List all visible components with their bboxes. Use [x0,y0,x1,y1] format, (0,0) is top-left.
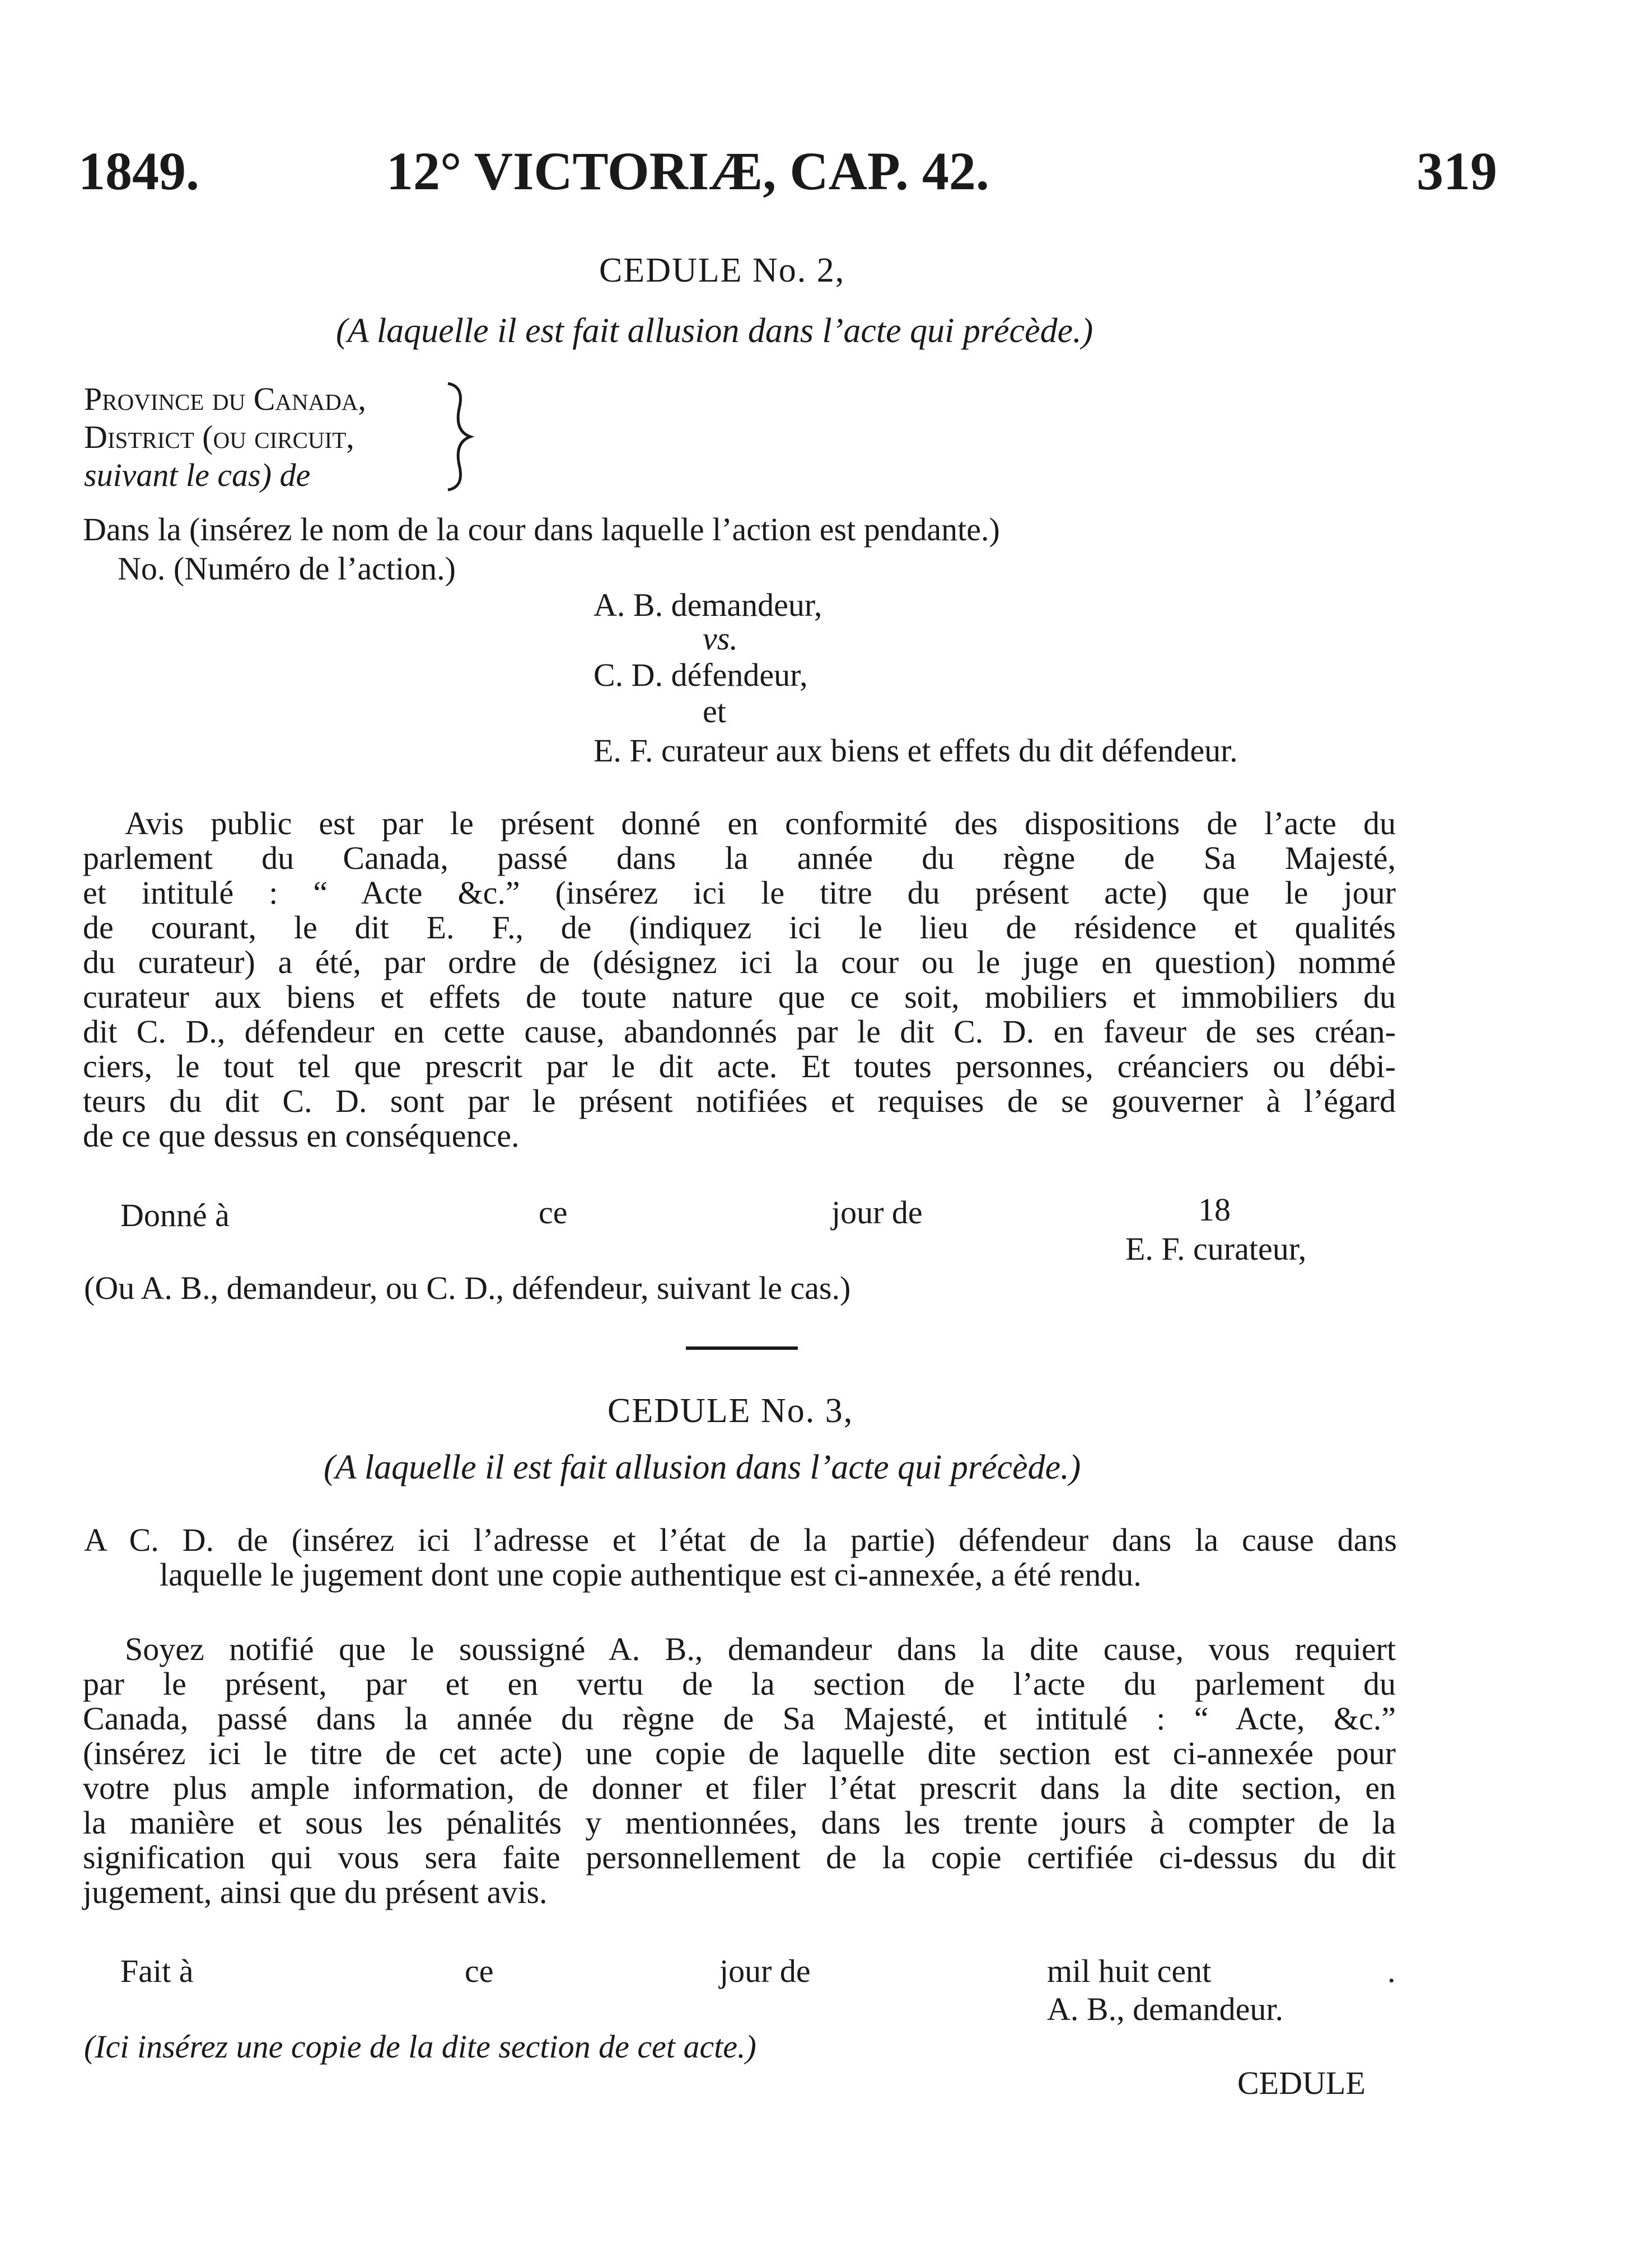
address-line-1: A C. D. de (insérez ici l’adresse et l’état de la partie) défendeur dans la cause dans [84,1522,1397,1558]
avis-line-3: et intitulé : “ Acte &c.” (insérez ici le titre du présent acte) que le jour [83,875,1396,911]
signature-curateur: E. F. curateur, [1125,1231,1307,1267]
soyez-line-8: jugement, ainsi que du présent avis. [83,1874,548,1910]
suivant-line: suivant le cas) de [84,457,311,493]
fait-jour-de: jour de [719,1953,811,1989]
header-title: 12° VICTORIÆ, CAP. 42. [386,141,989,201]
schedule2-title: CEDULE No. 2, [599,251,845,289]
soyez-line-6: la manière et sous les pénalités y mentionnées, dans les trente jours à compter de la [83,1804,1396,1841]
avis-line-6: curateur aux biens et effets de toute nature que ce soit, mobiliers et immobiliers du [83,979,1396,1015]
avis-line-10: de ce que dessus en conséquence. [83,1117,520,1154]
brace-icon [442,381,476,493]
province-line: Province du Canada, [84,381,366,417]
dans-la-line: Dans la (insérez le nom de la cour dans laquelle l’action est pendante.) [83,511,1000,548]
fait-mil-huit-cent: mil huit cent [1047,1953,1212,1989]
section-divider [686,1346,798,1350]
donne-jour-de: jour de [831,1194,923,1231]
party-defendeur: C. D. défendeur, [593,657,808,693]
schedule3-subtitle: (A laquelle il est fait allusion dans l’acte qui précède.) [324,1448,1081,1486]
avis-line-4: de courant, le dit E. F., de (indiquez ici le lieu de résidence et qualités [83,909,1396,946]
numero-line: No. (Numéro de l’action.) [118,550,456,587]
signature-demandeur: A. B., demandeur. [1047,1991,1284,2027]
avis-line-7: dit C. D., défendeur en cette cause, abandonnés par le dit C. D. en faveur de ses créan- [83,1013,1396,1050]
soyez-line-3: Canada, passé dans la année du règne de Sa Majesté, et intitulé : “ Acte, &c.” [83,1700,1396,1737]
party-vs: vs. [703,620,738,657]
schedule2-subtitle: (A laquelle il est fait allusion dans l’acte qui précède.) [336,312,1093,350]
fait-a: Fait à [120,1953,194,1989]
soyez-line-1: Soyez notifié que le soussigné A. B., demandeur dans la dite cause, vous requiert [125,1631,1396,1667]
avis-line-2: parlement du Canada, passé dans la année du règne de Sa Majesté, [83,840,1396,876]
soyez-line-5: votre plus ample information, de donner et filer l’état prescrit dans la dite section, en [83,1770,1396,1806]
district-line: District (ou circuit, [84,419,354,455]
fait-ce: ce [465,1953,494,1989]
donne-a: Donné à [120,1197,230,1233]
soyez-line-7: signification qui vous sera faite personnellement de la copie certifiée ci-dessus du dit [83,1839,1396,1876]
avis-line-5: du curateur) a été, par ordre de (désignez ici la cour ou le juge en question) nommé [83,944,1396,980]
catchword: CEDULE [1237,2065,1366,2101]
schedule3-title: CEDULE No. 3, [607,1392,854,1430]
soyez-line-2: par le présent, par et en vertu de la section de l’acte du parlement du [83,1666,1396,1702]
party-et: et [703,693,726,729]
donne-ce: ce [539,1194,568,1231]
address-paragraph [84,1523,1397,1592]
address-line-2: laquelle le jugement dont une copie authentique est ci-annexée, a été rendu. [160,1556,1142,1593]
ici-line: (Ici insérez une copie de la dite section de cet acte.) [84,2028,756,2065]
avis-line-9: teurs du dit C. D. sont par le présent notifiées et requises de se gouverner à l’égard [83,1083,1396,1119]
donne-eighteen: 18 [1198,1191,1231,1228]
avis-paragraph [83,806,1396,1153]
avis-line-8: ciers, le tout tel que prescrit par le dit acte. Et toutes personnes, créanciers ou débi- [83,1048,1396,1084]
fait-period: . [1387,1953,1396,1989]
party-curateur: E. F. curateur aux biens et effets du dit défendeur. [593,732,1238,769]
soyez-paragraph [83,1632,1396,1910]
header-page-number: 319 [1417,141,1497,201]
header-year: 1849. [78,141,199,201]
ou-line: (Ou A. B., demandeur, ou C. D., défendeur, suivant le cas.) [84,1270,851,1306]
party-demandeur: A. B. demandeur, [593,587,822,623]
soyez-line-4: (insérez ici le titre de cet acte) une copie de laquelle dite section est ci-annexée pour [83,1735,1396,1771]
avis-line-1: Avis public est par le présent donné en conformité des dispositions de l’acte du [125,805,1396,841]
